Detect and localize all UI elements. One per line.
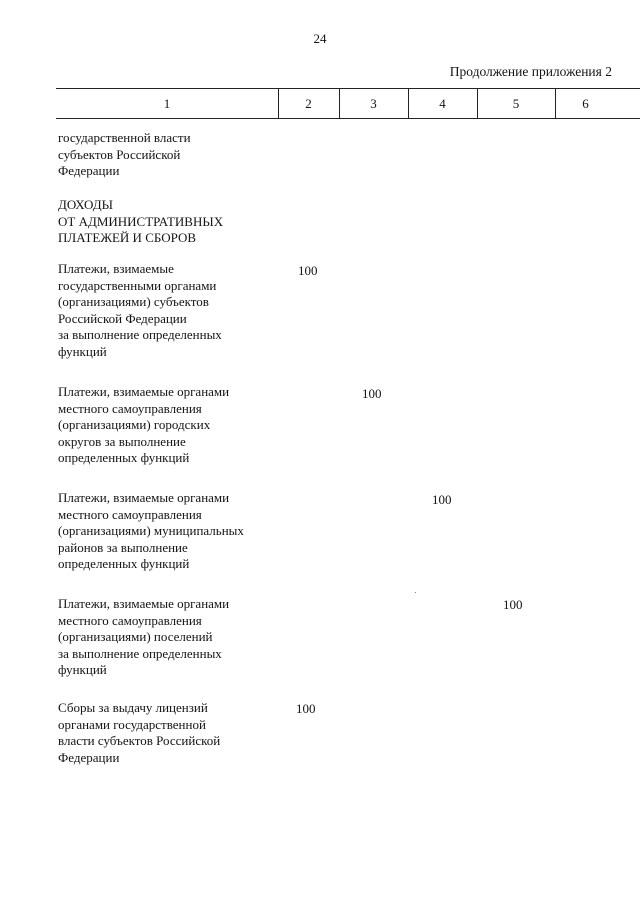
row-3-value: 100	[298, 263, 318, 278]
page-number: 24	[313, 31, 327, 46]
column-header-3: 3	[370, 96, 377, 111]
column-header-1: 1	[163, 96, 171, 111]
column-header-2: 2	[305, 96, 312, 111]
row-7-value: 100	[296, 701, 316, 716]
row-4-text: Платежи, взимаемые органами местного самоуправления (организациями) городских округов за выполнение определенных функций	[58, 384, 230, 466]
column-header-6: 6	[582, 96, 589, 111]
table-header	[56, 88, 640, 119]
row-1-text: государственной власти субъектов Российской Федерации	[58, 130, 191, 179]
row-7-text: Сборы за выдачу лицензий органами государственной власти субъектов Российской Федерации	[58, 700, 221, 765]
row-3-text: Платежи, взимаемые государственными органами (организациями) субъектов Российской Федерации за выполнение определенных функций	[58, 261, 222, 359]
row-4-value: 100	[362, 386, 382, 401]
continuation-label: Продолжение приложения 2	[449, 64, 612, 79]
column-header-5: 5	[512, 96, 520, 111]
row-6-value: 100	[503, 597, 523, 612]
row-5-value: 100	[432, 492, 452, 507]
row-5-text: Платежи, взимаемые органами местного самоуправления (организациями) муниципальных районов за выполнение определенных функций	[58, 490, 244, 572]
scan-speck	[415, 592, 416, 593]
row-6-text: Платежи, взимаемые органами местного самоуправления (организациями) поселений за выполнение определенных функций	[58, 596, 230, 678]
column-header-4: 4	[439, 96, 446, 111]
row-2-text: ДОХОДЫ ОТ АДМИНИСТРАТИВНЫХ ПЛАТЕЖЕЙ И СБОРОВ	[58, 197, 224, 246]
